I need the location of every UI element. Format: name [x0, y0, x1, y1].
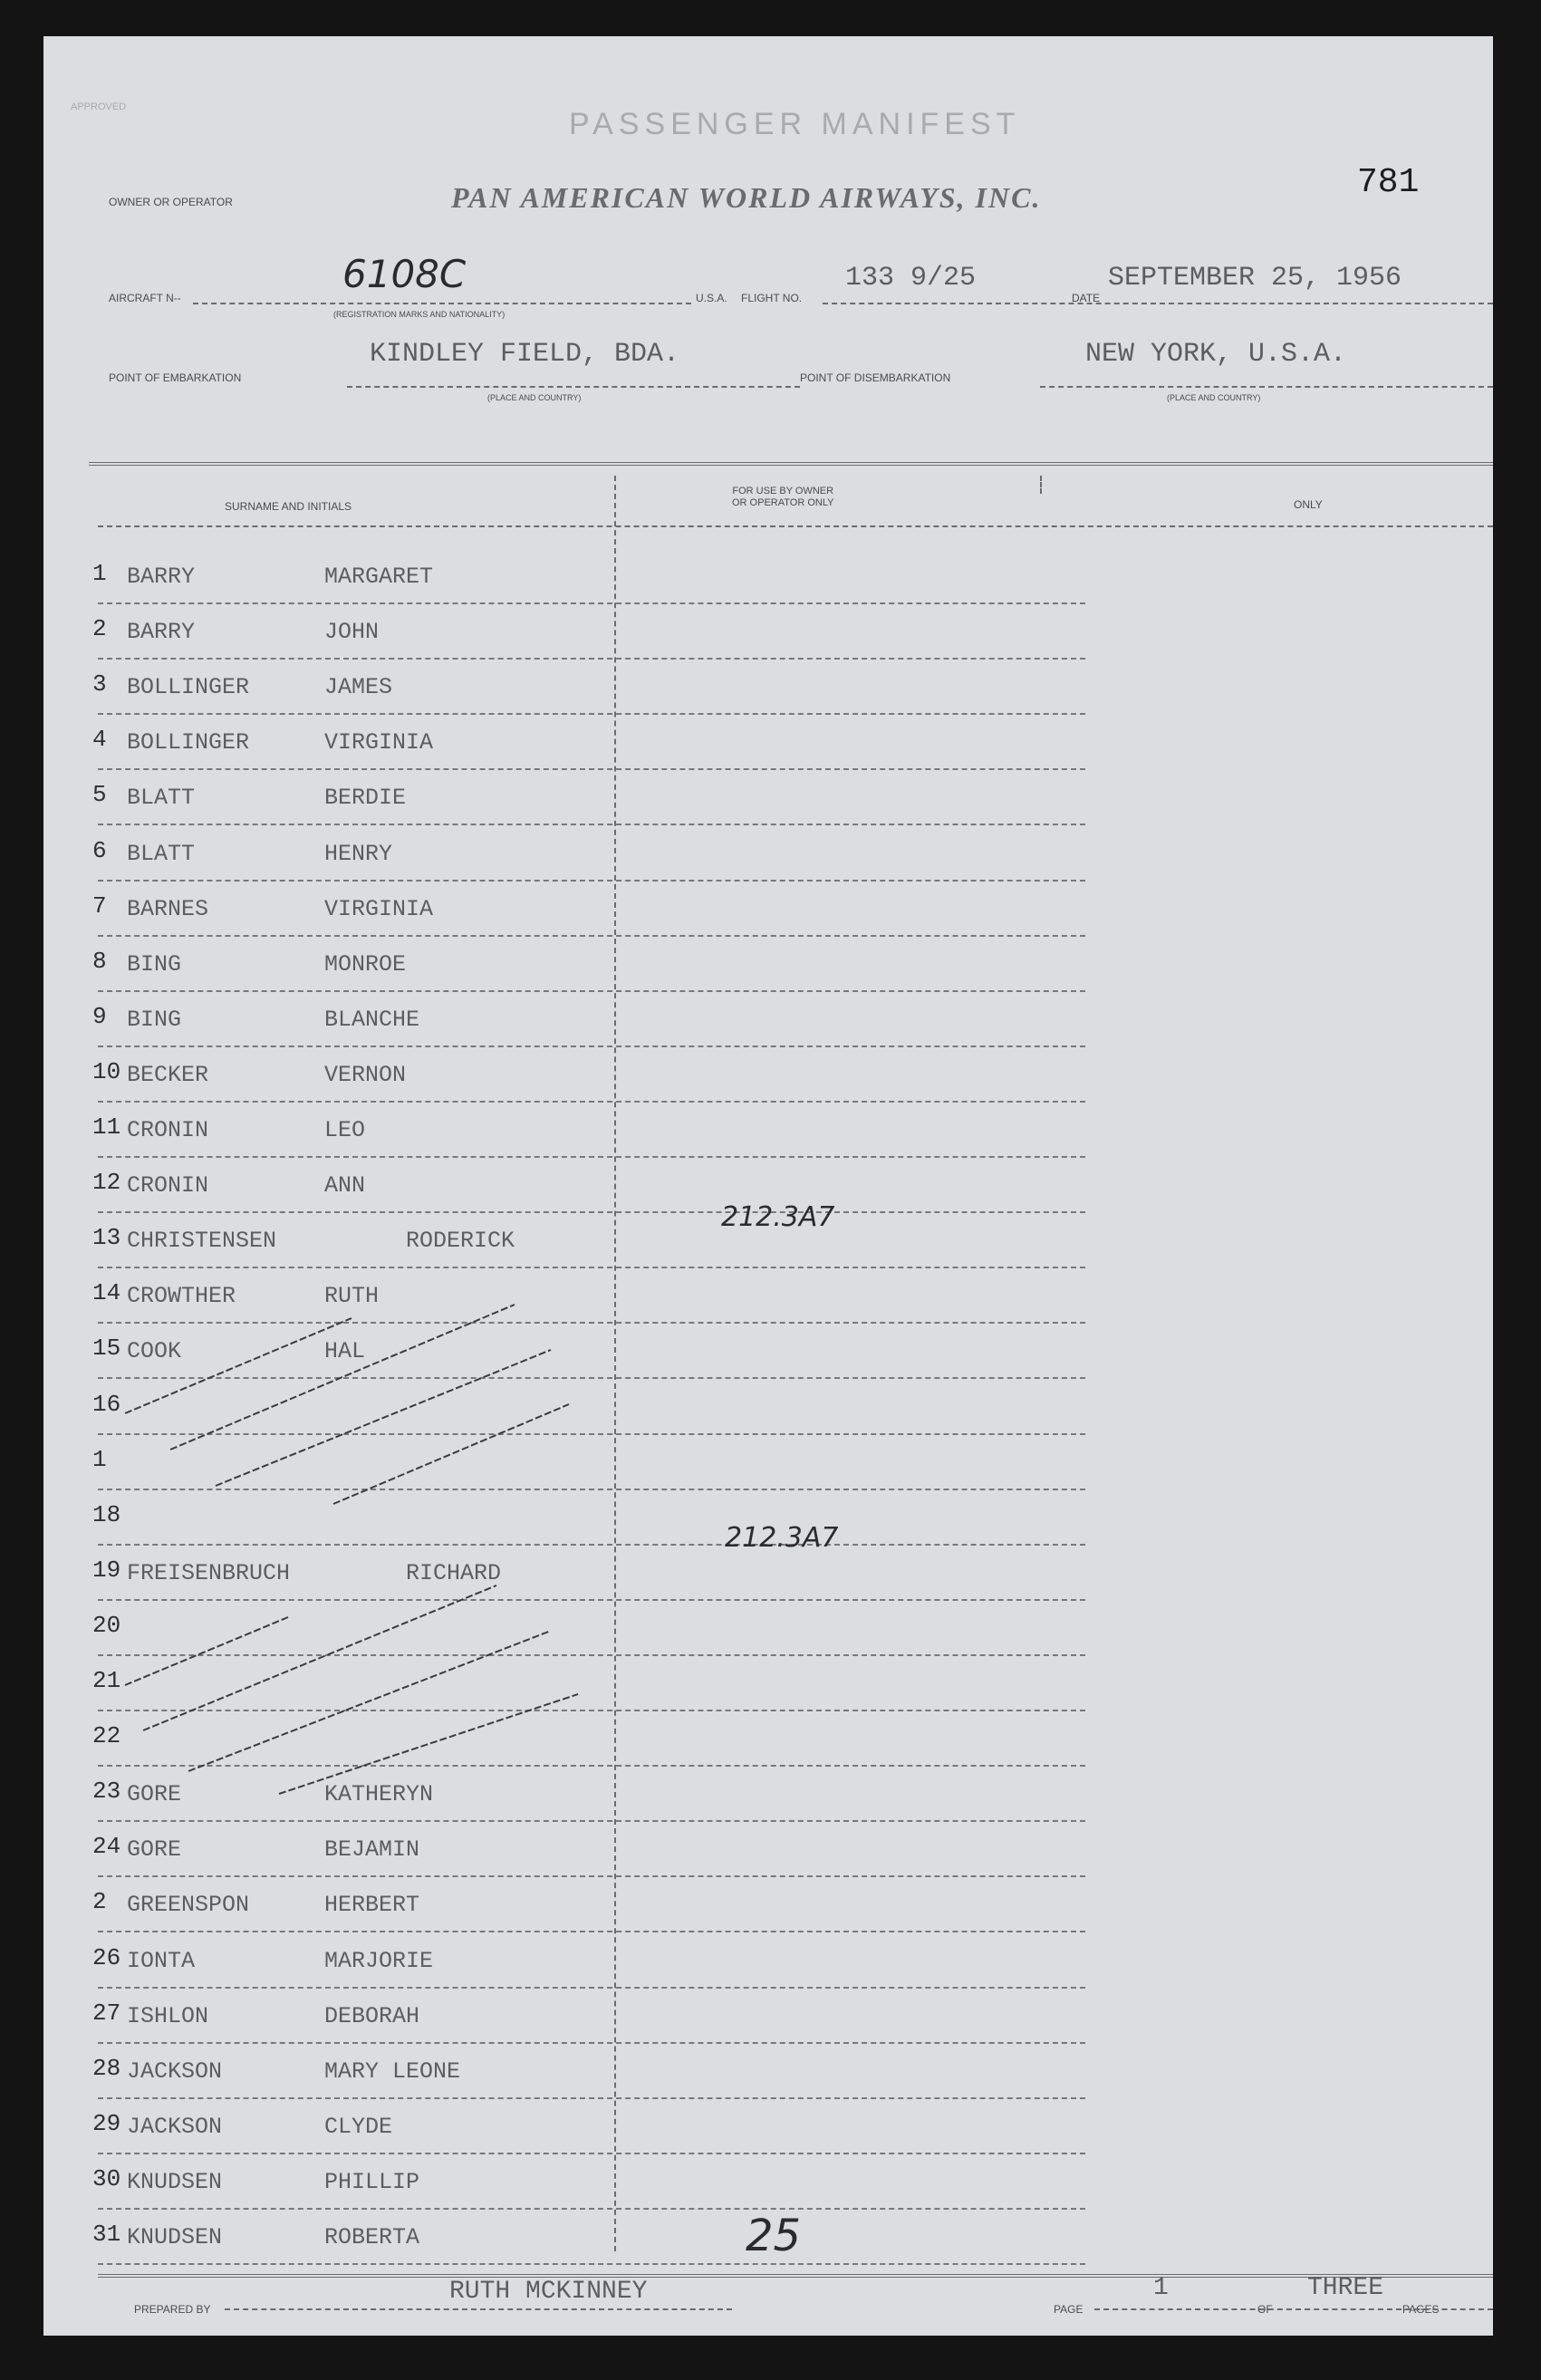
passenger-surname: ISHLON [127, 2003, 209, 2029]
prepared-by-name: RUTH MCKINNEY [449, 2278, 648, 2306]
passenger-given-name: PHILLIP [324, 2169, 420, 2195]
row-number: 31 [92, 2221, 121, 2248]
passenger-given-name: ROBERTA [324, 2224, 420, 2250]
passenger-given-name: MARGARET [324, 564, 434, 590]
flight-number: 133 9/25 [845, 263, 977, 294]
passenger-surname: CRONIN [127, 1172, 209, 1199]
row-number: 13 [92, 1224, 121, 1251]
registration-caption: (REGISTRATION MARKS AND NATIONALITY) [333, 310, 506, 319]
usa-label: U.S.A. [696, 292, 727, 304]
embark-place-caption: (PLACE AND COUNTRY) [487, 393, 582, 402]
passenger-given-name: RUTH [324, 1283, 380, 1309]
flight-no-label: FLIGHT NO. [741, 292, 803, 304]
passenger-surname: BING [127, 951, 182, 978]
row-number: 1 [92, 1446, 107, 1473]
row-number: 27 [92, 1999, 121, 2027]
passenger-surname: BARNES [127, 896, 209, 922]
passenger-surname: KNUDSEN [127, 2169, 223, 2195]
owner-use-column-header: FOR USE BY OWNER OR OPERATOR ONLY [732, 486, 834, 508]
row-number: 18 [92, 1501, 121, 1528]
passenger-given-name: JAMES [324, 674, 393, 700]
passenger-surname: IONTA [127, 1948, 196, 1974]
aircraft-registration: 6108C [342, 252, 467, 296]
row-number: 14 [92, 1279, 121, 1306]
passenger-given-name: BERDIE [324, 785, 407, 811]
row-number: 28 [92, 2055, 121, 2082]
passenger-given-name: ANN [324, 1172, 366, 1199]
passenger-surname: CHRISTENSEN [127, 1228, 277, 1254]
operator-name: PAN AMERICAN WORLD AIRWAYS, INC. [451, 181, 1042, 214]
row-number: 12 [92, 1169, 121, 1196]
passenger-given-name: HENRY [324, 841, 393, 867]
passenger-given-name: RODERICK [406, 1228, 515, 1254]
row-number: 7 [92, 892, 107, 920]
row-number: 23 [92, 1778, 121, 1805]
pages-label: PAGES [1402, 2303, 1440, 2316]
disembark-place-caption: (PLACE AND COUNTRY) [1167, 393, 1261, 402]
passenger-surname: GORE [127, 1781, 182, 1807]
form-title: PASSENGER MANIFEST [569, 107, 1021, 141]
row-number: 21 [92, 1667, 121, 1694]
row-number: 26 [92, 1944, 121, 1971]
passenger-surname: FREISENBRUCH [127, 1560, 291, 1586]
passenger-surname: BARRY [127, 619, 196, 645]
passenger-surname: GREENSPON [127, 1892, 250, 1918]
passenger-given-name: BEJAMIN [324, 1836, 420, 1863]
passenger-given-name: KATHERYN [324, 1781, 434, 1807]
passenger-surname: BOLLINGER [127, 729, 250, 756]
passenger-surname: BARRY [127, 564, 196, 590]
row-number: 15 [92, 1335, 121, 1362]
row-number: 22 [92, 1722, 121, 1749]
passenger-surname: CROWTHER [127, 1283, 236, 1309]
passenger-given-name: MONROE [324, 951, 407, 978]
embarkation-label: POINT OF EMBARKATION [109, 371, 242, 384]
row-number: 5 [92, 781, 107, 808]
official-use-column-header: ONLY [1294, 498, 1323, 511]
surname-column-header: SURNAME AND INITIALS [225, 500, 352, 513]
row-number: 30 [92, 2165, 121, 2192]
row-number: 3 [92, 670, 107, 698]
passenger-surname: KNUDSEN [127, 2224, 223, 2250]
row-number: 4 [92, 726, 107, 753]
of-label: OF [1257, 2303, 1273, 2316]
prepared-by-underline [225, 2308, 732, 2310]
passenger-given-name: LEO [324, 1117, 366, 1143]
owner-note-row-13: 212.3A7 [721, 1201, 835, 1233]
row-number: 10 [92, 1058, 121, 1085]
passenger-surname: BOLLINGER [127, 674, 250, 700]
handwritten-count: 25 [746, 2211, 802, 2261]
passenger-given-name: JOHN [324, 619, 380, 645]
passenger-given-name: HERBERT [324, 1892, 420, 1918]
passenger-given-name: CLYDE [324, 2114, 393, 2140]
point-of-disembarkation: NEW YORK, U.S.A. [1085, 339, 1347, 370]
page-underline [1094, 2308, 1493, 2310]
owner-note-row-19: 212.3A7 [725, 1522, 839, 1554]
passenger-surname: COOK [127, 1338, 182, 1364]
page-number: 1 [1153, 2274, 1169, 2302]
aircraft-label: AIRCRAFT N-- [109, 292, 181, 304]
row-number: 1 [92, 560, 107, 587]
disembarkation-label: POINT OF DISEMBARKATION [800, 371, 951, 384]
passenger-surname: CRONIN [127, 1117, 209, 1143]
approval-stamp-text: APPROVED [71, 101, 127, 112]
row-number: 8 [92, 948, 107, 975]
row-number: 2 [92, 615, 107, 642]
row-number: 2 [92, 1888, 107, 1915]
cancellation-strokes [43, 36, 1493, 2336]
passenger-given-name: VERNON [324, 1062, 407, 1088]
passenger-surname: BING [127, 1007, 182, 1033]
passenger-given-name: VIRGINIA [324, 729, 434, 756]
row-number: 16 [92, 1391, 121, 1418]
row-number: 6 [92, 837, 107, 864]
passenger-given-name: MARY LEONE [324, 2058, 461, 2085]
table-bottom-rule [98, 2274, 1493, 2278]
flight-date: SEPTEMBER 25, 1956 [1108, 263, 1402, 294]
row-number: 19 [92, 1556, 121, 1584]
page-stamp-number: 781 [1357, 163, 1420, 202]
passenger-given-name: VIRGINIA [324, 896, 434, 922]
passenger-surname: GORE [127, 1836, 182, 1863]
passenger-given-name: RICHARD [406, 1560, 502, 1586]
prepared-by-label: PREPARED BY [134, 2303, 211, 2316]
passenger-given-name: BLANCHE [324, 1007, 420, 1033]
passenger-given-name: HAL [324, 1338, 366, 1364]
row-number: 20 [92, 1612, 121, 1639]
passenger-given-name: DEBORAH [324, 2003, 420, 2029]
page-label: PAGE [1054, 2303, 1084, 2316]
passenger-given-name: MARJORIE [324, 1948, 434, 1974]
owner-operator-label: OWNER OR OPERATOR [109, 196, 233, 208]
row-number: 29 [92, 2110, 121, 2137]
row-number: 9 [92, 1003, 107, 1030]
passenger-surname: BECKER [127, 1062, 209, 1088]
row-number: 11 [92, 1113, 121, 1141]
date-label: DATE [1072, 292, 1101, 304]
passenger-surname: JACKSON [127, 2114, 223, 2140]
point-of-embarkation: KINDLEY FIELD, BDA. [370, 339, 680, 370]
row-number: 24 [92, 1833, 121, 1860]
total-pages: THREE [1307, 2274, 1384, 2302]
passenger-surname: JACKSON [127, 2058, 223, 2085]
passenger-surname: BLATT [127, 785, 196, 811]
passenger-surname: BLATT [127, 841, 196, 867]
manifest-sheet [43, 36, 1493, 2336]
